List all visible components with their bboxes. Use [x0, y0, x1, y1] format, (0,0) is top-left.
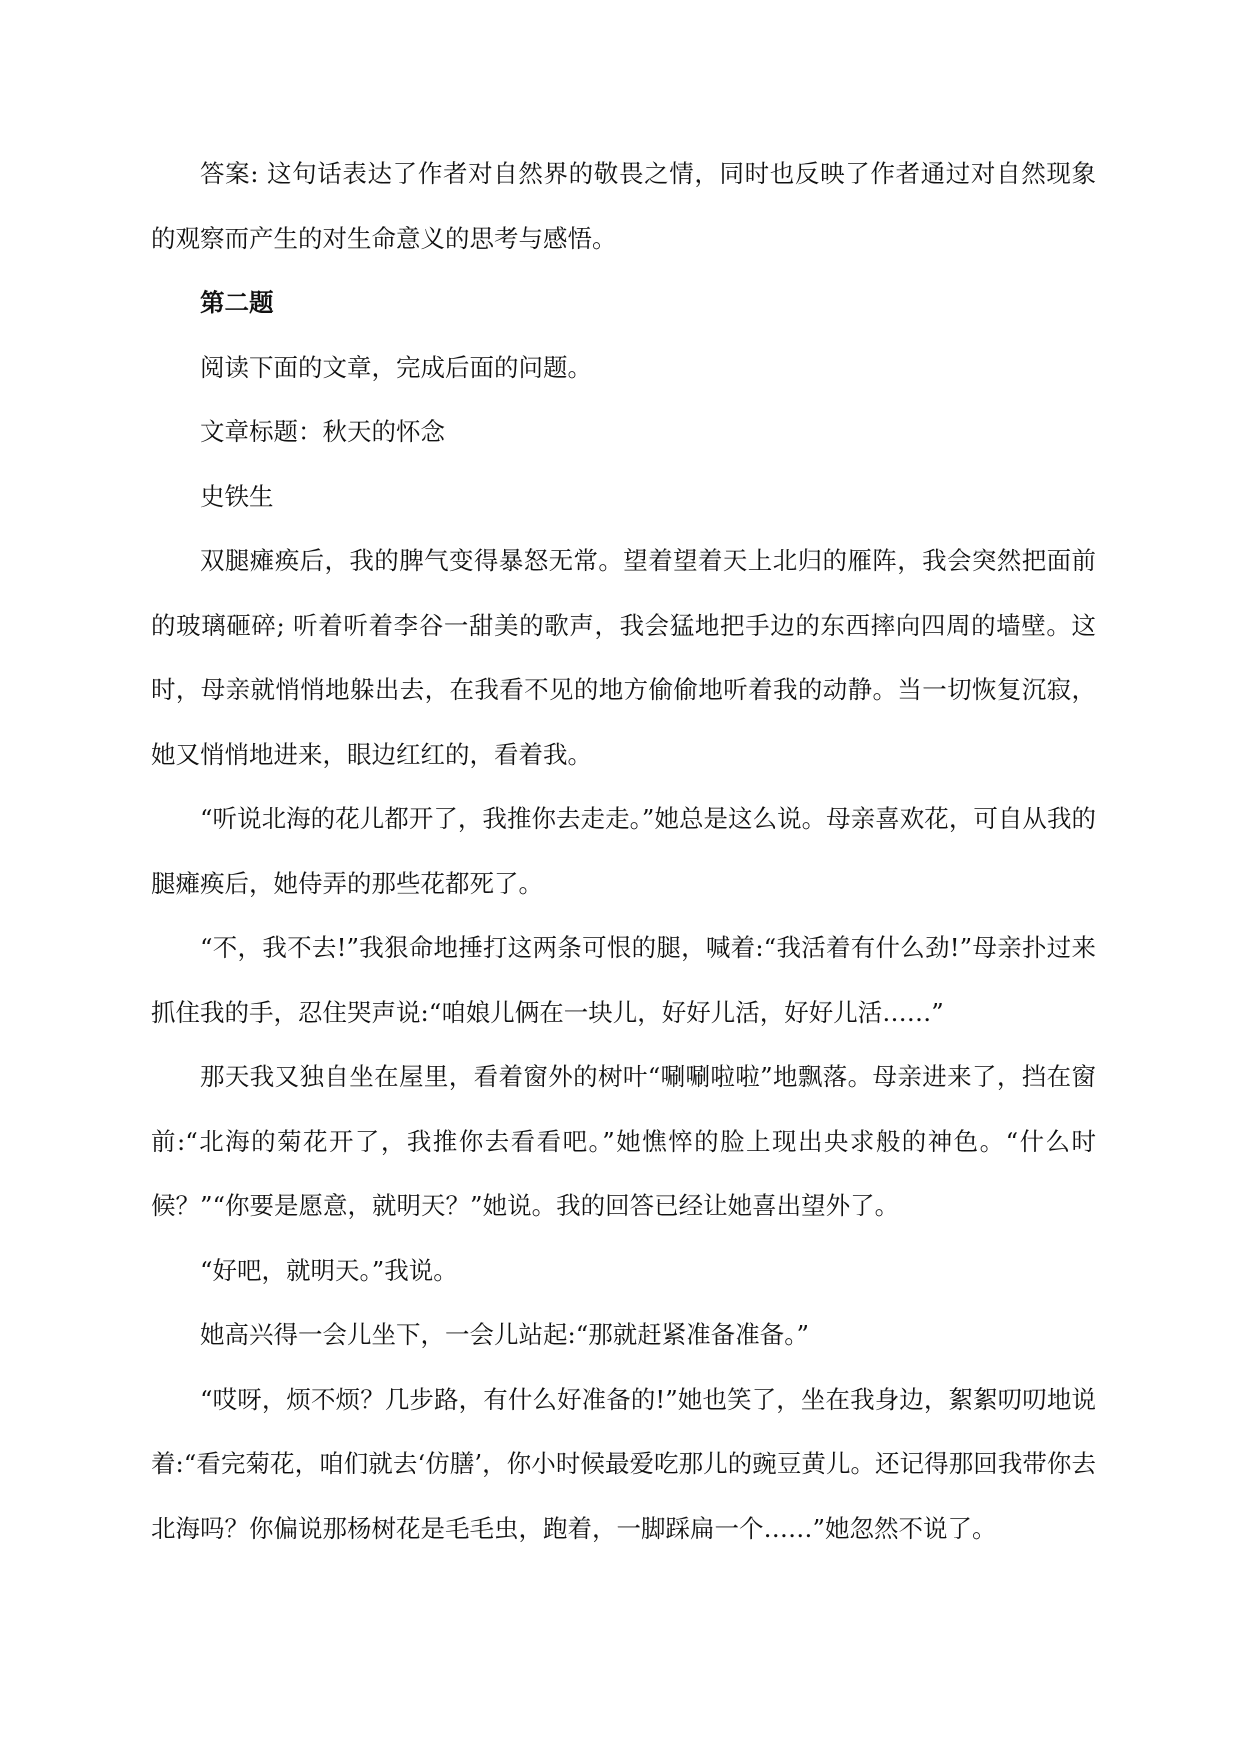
article-paragraph: 双腿瘫痪后，我的脾气变得暴怒无常。望着望着天上北归的雁阵，我会突然把面前的玻璃砸碎; 听着听着李谷一甜美的歌声，我会猛地把手边的东西摔向四周的墙壁。这时，母亲就悄悄地躲出去，在我看不见的地方偷偷地听着我的动静。当一切恢复沉寂，她又悄悄地进来，眼边红红的，看着我。: [151, 546, 1096, 769]
document-body: [151, 142, 1096, 1561]
article-paragraph: 她高兴得一会儿坐下，一会儿站起:“那就赶紧准备准备。”: [200, 1320, 810, 1349]
article-paragraph: “听说北海的花儿都开了，我推你去走走。”她总是这么说。母亲喜欢花，可自从我的腿瘫痪后，她侍弄的那些花都死了。: [151, 804, 1096, 898]
article-author-line: 史铁生: [200, 481, 274, 511]
instruction-paragraph: 阅读下面的文章，完成后面的问题。: [200, 352, 592, 382]
article-paragraph: “好吧，就明天。”我说。: [200, 1255, 458, 1285]
section-heading: 第二题: [200, 288, 274, 317]
article-title-line: 文章标题：秋天的怀念: [200, 417, 445, 446]
article-paragraph: “不，我不去!”我狠命地捶打这两条可恨的腿，喊着:“我活着有什么劲!”母亲扑过来抓住我的手，忍住哭声说:“咱娘儿俩在一块儿，好好儿活，好好儿活……”: [151, 933, 1096, 1027]
article-paragraph: “哎呀，烦不烦？几步路，有什么好准备的!”她也笑了，坐在我身边，絮絮叨叨地说着:“看完菊花，咱们就去‘仿膳’，你小时候最爱吃那儿的豌豆黄儿。还记得那回我带你去北海吗？你偏说那杨树花是毛毛虫，跑着，一脚踩扁一个……”她忽然不说了。: [151, 1384, 1096, 1543]
article-paragraph: 那天我又独自坐在屋里，看着窗外的树叶“唰唰啦啦”地飘落。母亲进来了，挡在窗前:“北海的菊花开了，我推你去看看吧。”她憔悴的脸上现出央求般的神色。“什么时候？”“你要是愿意，就明天？”她说。我的回答已经让她喜出望外了。: [151, 1062, 1096, 1220]
answer-paragraph: 答案: 这句话表达了作者对自然界的敬畏之情，同时也反映了作者通过对自然现象的观察而产生的对生命意义的思考与感悟。: [151, 159, 1096, 253]
